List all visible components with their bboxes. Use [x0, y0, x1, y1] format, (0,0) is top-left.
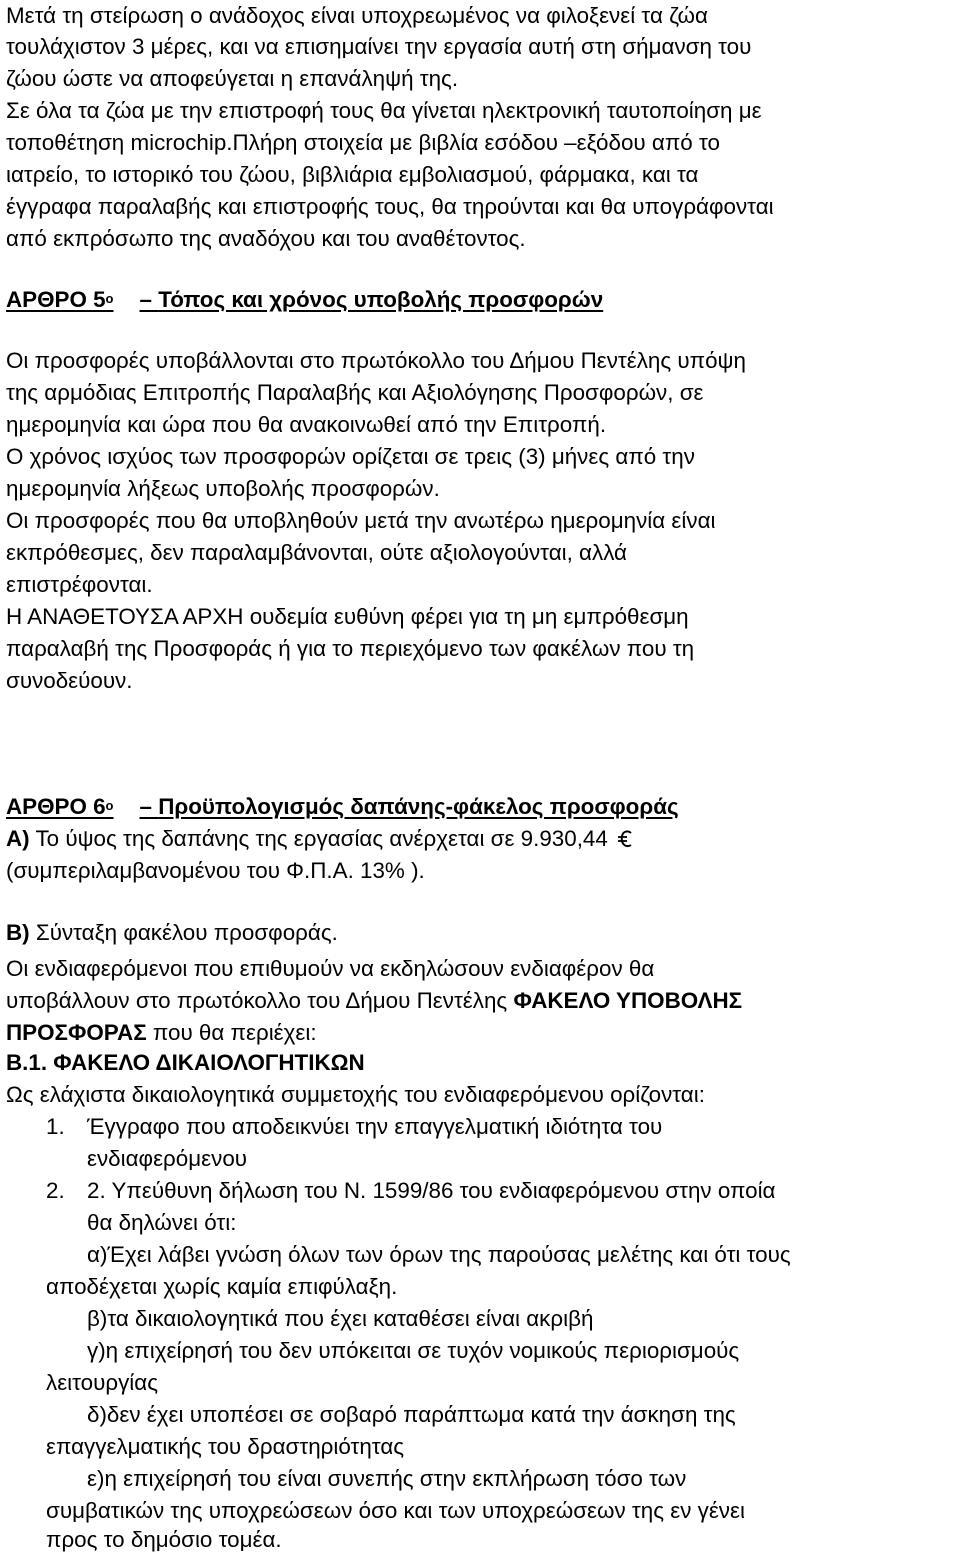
section-b-line-text: που θα περιέχει:	[146, 1020, 317, 1045]
sub-item-line: α)Έχει λάβει γνώση όλων των όρων της παρούσας μελέτης και ότι τους	[87, 1242, 791, 1267]
section-b-label: Β)	[6, 920, 30, 945]
euro-sign-icon	[617, 829, 633, 849]
sub-item-line: γ)η επιχείρησή του δεν υπόκειται σε τυχόν νομικούς περιορισμούς	[87, 1338, 740, 1363]
article-5-line: Οι προσφορές υποβάλλονται στο πρωτόκολλο του Δήμου Πεντέλης υπόψη	[6, 348, 746, 373]
sub-item-line: β)τα δικαιολογητικά που έχει καταθέσει είναι ακριβή	[87, 1306, 594, 1331]
article-6-ordinal: ο	[105, 798, 114, 813]
section-b-line: Οι ενδιαφερόμενοι που επιθυμούν να εκδηλώσουν ενδιαφέρον θα	[6, 956, 655, 981]
sub-item-line: δ)δεν έχει υποπέσει σε σοβαρό παράπτωμα κατά την άσκηση της	[87, 1402, 736, 1427]
article-5-title: Τόπος και χρόνος υποβολής προσφορών	[158, 287, 604, 312]
article-5-line: Οι προσφορές που θα υποβληθούν μετά την ανωτέρω ημερομηνία είναι	[6, 508, 716, 533]
section-a-line	[6, 823, 633, 855]
article-5-line: Ο χρόνος ισχύος των προσφορών ορίζεται σε τρεις (3) μήνες από την	[6, 444, 695, 469]
sub-item-line: ε)η επιχείρησή του είναι συνεπής στην εκπλήρωση τόσο των	[87, 1466, 687, 1491]
intro-line: τοποθέτηση microchip.Πλήρη στοιχεία με βιβλία εσόδου –εξόδου από το	[6, 130, 720, 155]
intro-line: από εκπρόσωπο της αναδόχου και του αναθέτοντος.	[6, 226, 526, 251]
section-b-line-bold: ΠΡΟΣΦΟΡΑΣ	[6, 1020, 147, 1045]
intro-line: ιατρείο, το ιστορικό του ζώου, βιβλιάρια εμβολιασμού, φάρμακα, και τα	[6, 162, 699, 187]
article-6-title: Προϋπολογισμός δαπάνης-φάκελος προσφοράς	[158, 794, 679, 819]
article-5-line: ημερομηνία και ώρα που θα ανακοινωθεί από την Επιτροπή.	[6, 412, 607, 437]
article-5-line: Η ΑΝΑΘΕΤΟΥΣΑ ΑΡΧΗ ουδεμία ευθύνη φέρει για τη μη εμπρόθεσμη	[6, 604, 689, 629]
article-5-line: συνοδεύουν.	[6, 668, 133, 693]
section-b-line-bold: ΦΑΚΕΛΟ ΥΠΟΒΟΛΗΣ	[513, 988, 743, 1013]
article-5-line: ημερομηνία λήξεως υποβολής προσφορών.	[6, 476, 440, 501]
section-a-label: Α)	[6, 826, 30, 851]
article-5-line: εκπρόθεσμες, δεν παραλαμβάνονται, ούτε αξιολογούνται, αλλά	[6, 540, 628, 565]
article-6-label: ΑΡΘΡΟ 6	[6, 794, 106, 819]
article-5-line: της αρμόδιας Επιτροπής Παραλαβής και Αξιολόγησης Προσφορών, σε	[6, 380, 704, 405]
article-5-heading	[6, 284, 603, 316]
article-5-line: επιστρέφονται.	[6, 572, 153, 597]
item-line: 2. Υπεύθυνη δήλωση του Ν. 1599/86 του ενδιαφερόμενου στην οποία	[87, 1178, 776, 1203]
intro-line: έγγραφα παραλαβής και επιστροφής τους, θα τηρούνται και θα υπογράφονται	[6, 194, 774, 219]
intro-line: Μετά τη στείρωση ο ανάδοχος είναι υποχρεωμένος να φιλοξενεί τα ζώα	[6, 3, 708, 28]
article-6-heading	[6, 791, 679, 823]
article-5-dash: –	[139, 287, 152, 312]
sub-item-line: λειτουργίας	[46, 1370, 159, 1395]
section-b-heading	[6, 917, 338, 949]
section-b-line	[6, 1017, 317, 1049]
sub-item-line: αποδέχεται χωρίς καμία επιφύλαξη.	[46, 1274, 398, 1299]
item-number: 1.	[46, 1114, 65, 1139]
intro-line: Σε όλα τα ζώα με την επιστροφή τους θα γίνεται ηλεκτρονική ταυτοποίηση με	[6, 98, 762, 123]
article-5-line: παραλαβή της Προσφοράς ή για το περιεχόμενο των φακέλων που τη	[6, 636, 695, 661]
section-a-line-2: (συμπεριλαμβανομένου του Φ.Π.Α. 13% ).	[6, 858, 425, 883]
item-line: ενδιαφερόμενου	[87, 1146, 248, 1171]
sub-item-line: προς το δημόσιο τομέα.	[46, 1527, 282, 1552]
section-b-text: Σύνταξη φακέλου προσφοράς.	[29, 920, 338, 945]
intro-line: τουλάχιστον 3 μέρες, και να επισημαίνει την εργασία αυτή στη σήμανση του	[6, 34, 752, 59]
section-a-text: Το ύψος της δαπάνης της εργασίας ανέρχεται σε 9.930,44	[29, 826, 608, 851]
article-5-ordinal: ο	[105, 291, 114, 306]
section-b-line	[6, 985, 742, 1017]
b1-intro: Ως ελάχιστα δικαιολογητικά συμμετοχής του ενδιαφερόμενου ορίζονται:	[6, 1082, 705, 1107]
article-6-dash: –	[139, 794, 152, 819]
item-number: 2.	[46, 1178, 65, 1203]
item-line: Έγγραφο που αποδεικνύει την επαγγελματική ιδιότητα του	[87, 1114, 663, 1139]
sub-item-line: συμβατικών της υποχρεώσεων όσο και των υποχρεώσεων της εν γένει	[46, 1498, 745, 1523]
item-line: θα δηλώνει ότι:	[87, 1210, 237, 1235]
article-5-label: ΑΡΘΡΟ 5	[6, 287, 106, 312]
intro-line: ζώου ώστε να αποφεύγεται η επανάληψή της.	[6, 66, 459, 91]
b1-heading: Β.1. ΦΑΚΕΛΟ ΔΙΚΑΙΟΛΟΓΗΤΙΚΩΝ	[6, 1050, 365, 1075]
sub-item-line: επαγγελματικής του δραστηριότητας	[46, 1434, 405, 1459]
section-b-line-text: υποβάλλουν στο πρωτόκολλο του Δήμου Πεντέλης	[6, 988, 514, 1013]
